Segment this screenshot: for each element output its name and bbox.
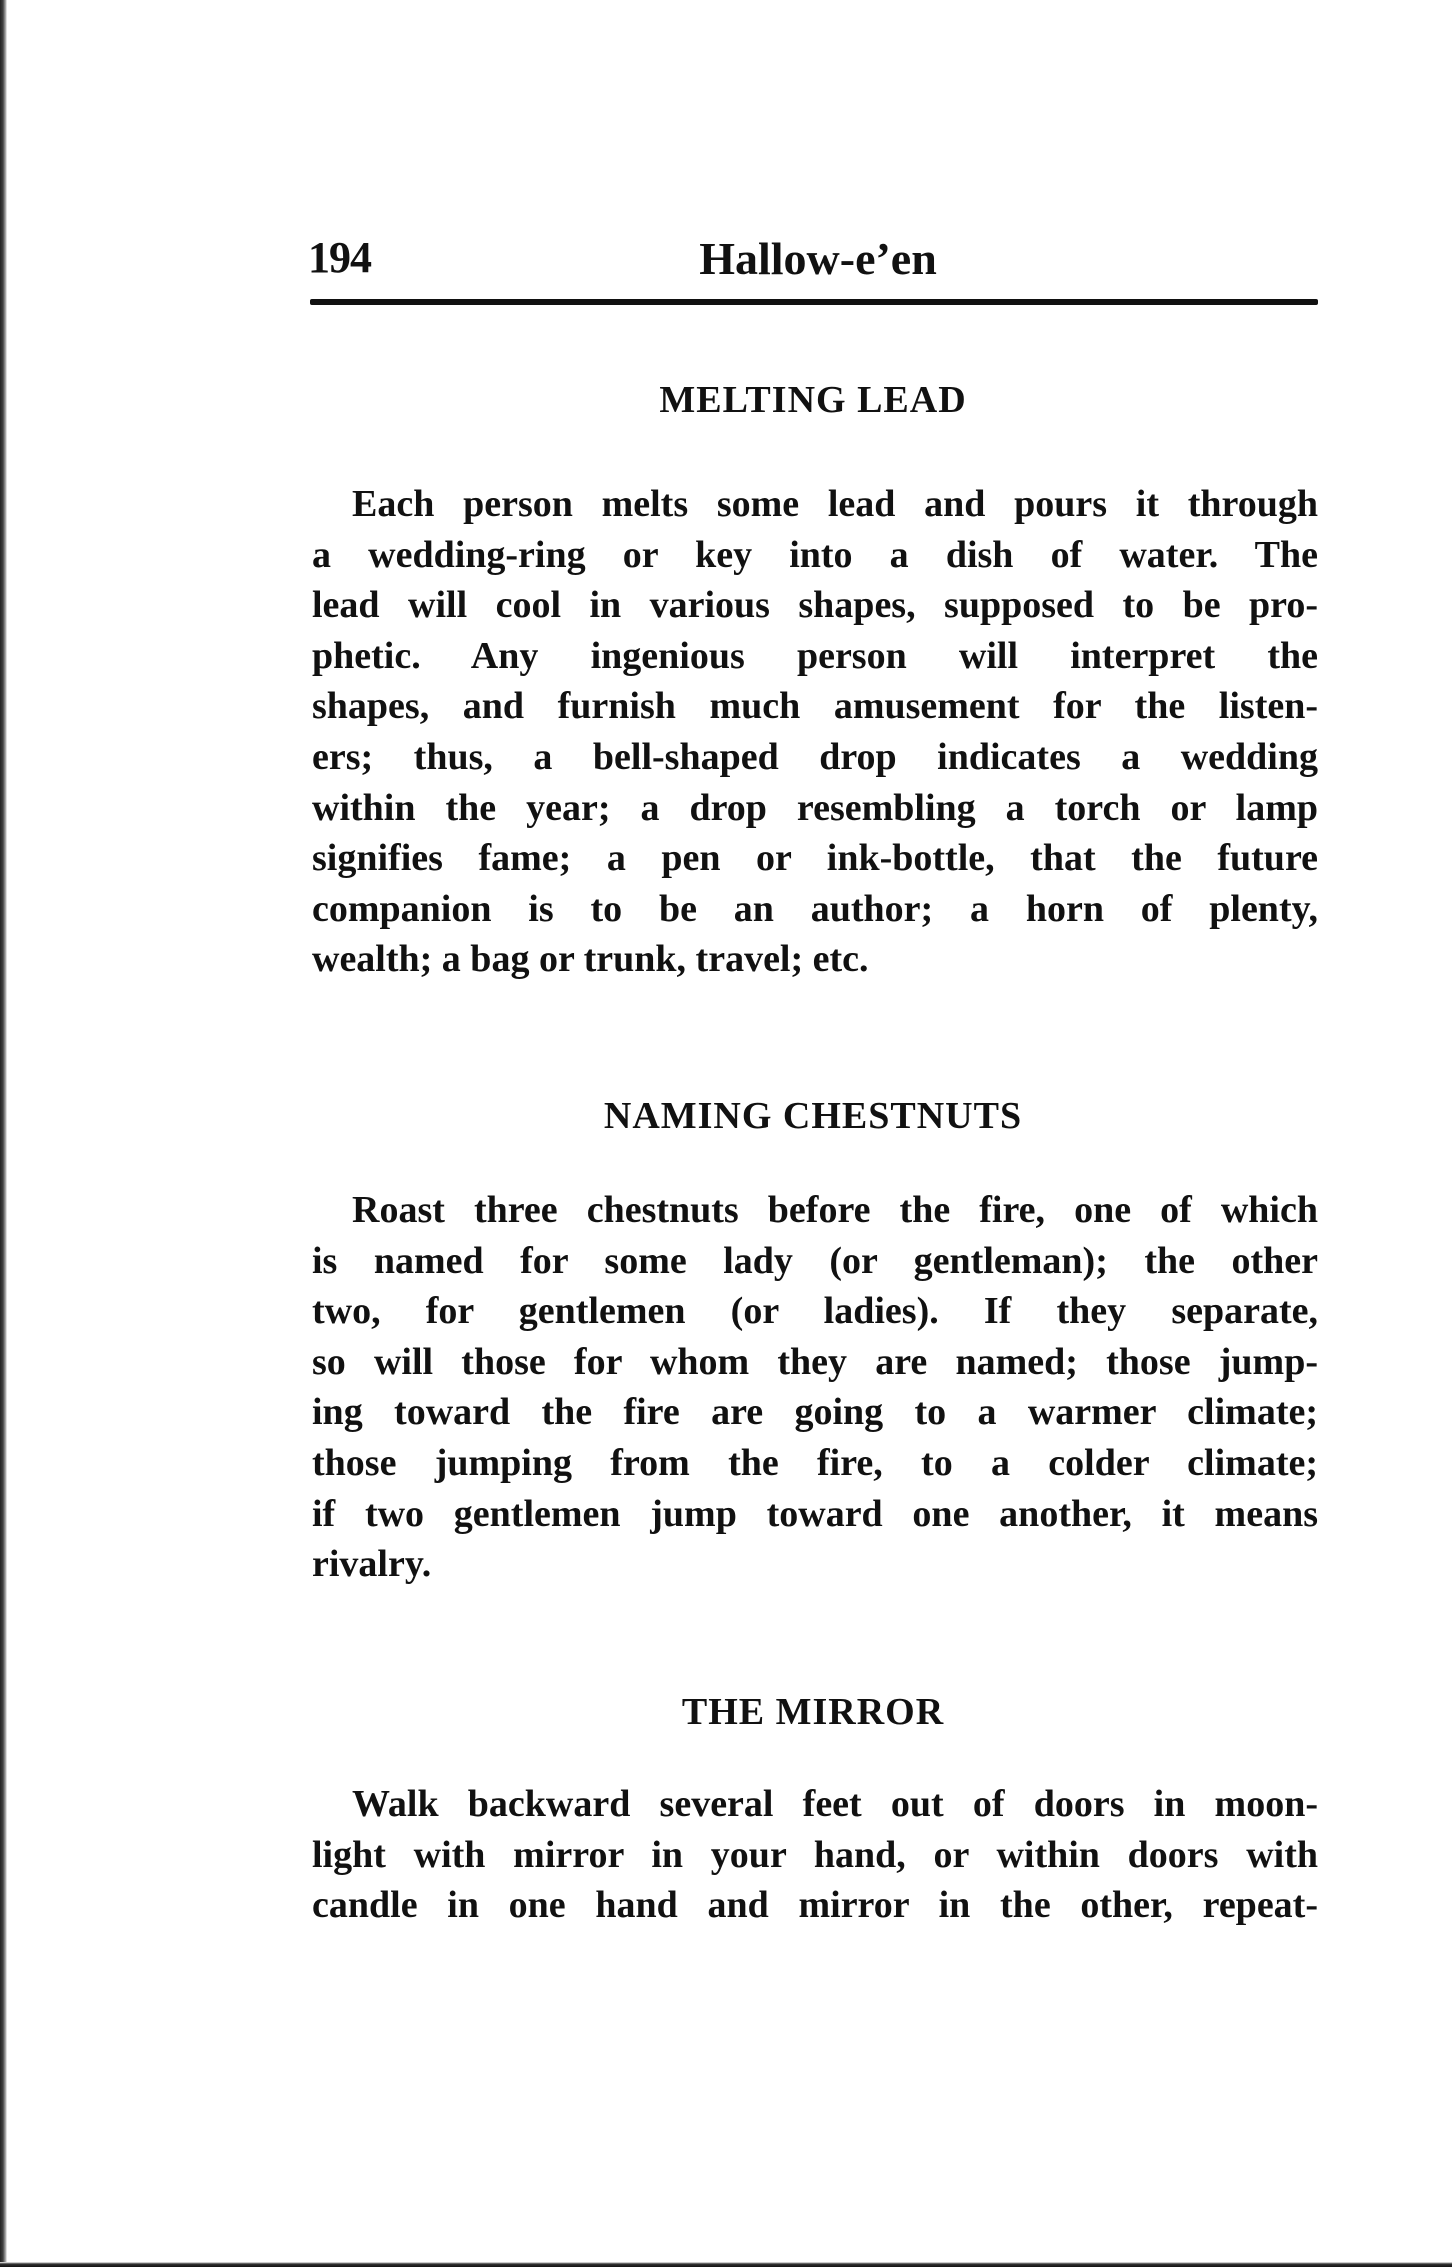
text-line: phetic. Any ingenious person will interpret the — [312, 634, 1318, 677]
section-heading-melting-lead: MELTING LEAD — [659, 379, 967, 421]
scan-left-edge — [0, 0, 7, 2267]
text-line: so will those for whom they are named; those jump- — [312, 1340, 1318, 1383]
text-line: candle in one hand and mirror in the other, repeat- — [312, 1884, 1318, 1927]
text-line: rivalry. — [312, 1543, 432, 1586]
paragraph-the-mirror — [312, 1779, 1318, 1931]
text-line: lead will cool in various shapes, supposed to be pro- — [312, 584, 1318, 627]
text-line: if two gentlemen jump toward one another, it means — [312, 1492, 1318, 1535]
paragraph-melting-lead — [312, 479, 1318, 985]
text-line: Walk backward several feet out of doors in moon- — [352, 1783, 1318, 1825]
text-line: wealth; a bag or trunk, travel; etc. — [312, 938, 869, 981]
text-line: ing toward the fire are going to a warmer climate; — [312, 1391, 1318, 1434]
section-heading-naming-chestnuts: NAMING CHESTNUTS — [603, 1095, 1023, 1137]
text-line: is named for some lady (or gentleman); the other — [312, 1239, 1318, 1282]
section-heading-the-mirror: THE MIRROR — [681, 1691, 945, 1733]
scan-bottom-edge — [0, 2262, 1452, 2267]
text-line: two, for gentlemen (or ladies). If they separate, — [312, 1290, 1318, 1333]
text-line: signifies fame; a pen or ink-bottle, that the future — [312, 837, 1318, 880]
text-line: light with mirror in your hand, or within doors with — [312, 1833, 1318, 1876]
text-line: Roast three chestnuts before the fire, one of which — [352, 1189, 1318, 1231]
text-line: a wedding-ring or key into a dish of water. The — [312, 533, 1318, 576]
paragraph-naming-chestnuts — [312, 1185, 1318, 1590]
text-line: Each person melts some lead and pours it through — [352, 483, 1318, 525]
page-header — [308, 232, 1318, 288]
text-line: within the year; a drop resembling a torch or lamp — [312, 786, 1318, 829]
running-title: Hallow-e’en — [699, 233, 937, 284]
page-number: 194 — [308, 233, 371, 282]
text-line: those jumping from the fire, to a colder climate; — [312, 1441, 1318, 1484]
text-line: companion is to be an author; a horn of plenty, — [312, 887, 1318, 930]
text-line: ers; thus, a bell-shaped drop indicates a wedding — [312, 735, 1318, 778]
header-rule — [310, 299, 1318, 305]
text-line: shapes, and furnish much amusement for the listen- — [312, 685, 1318, 728]
